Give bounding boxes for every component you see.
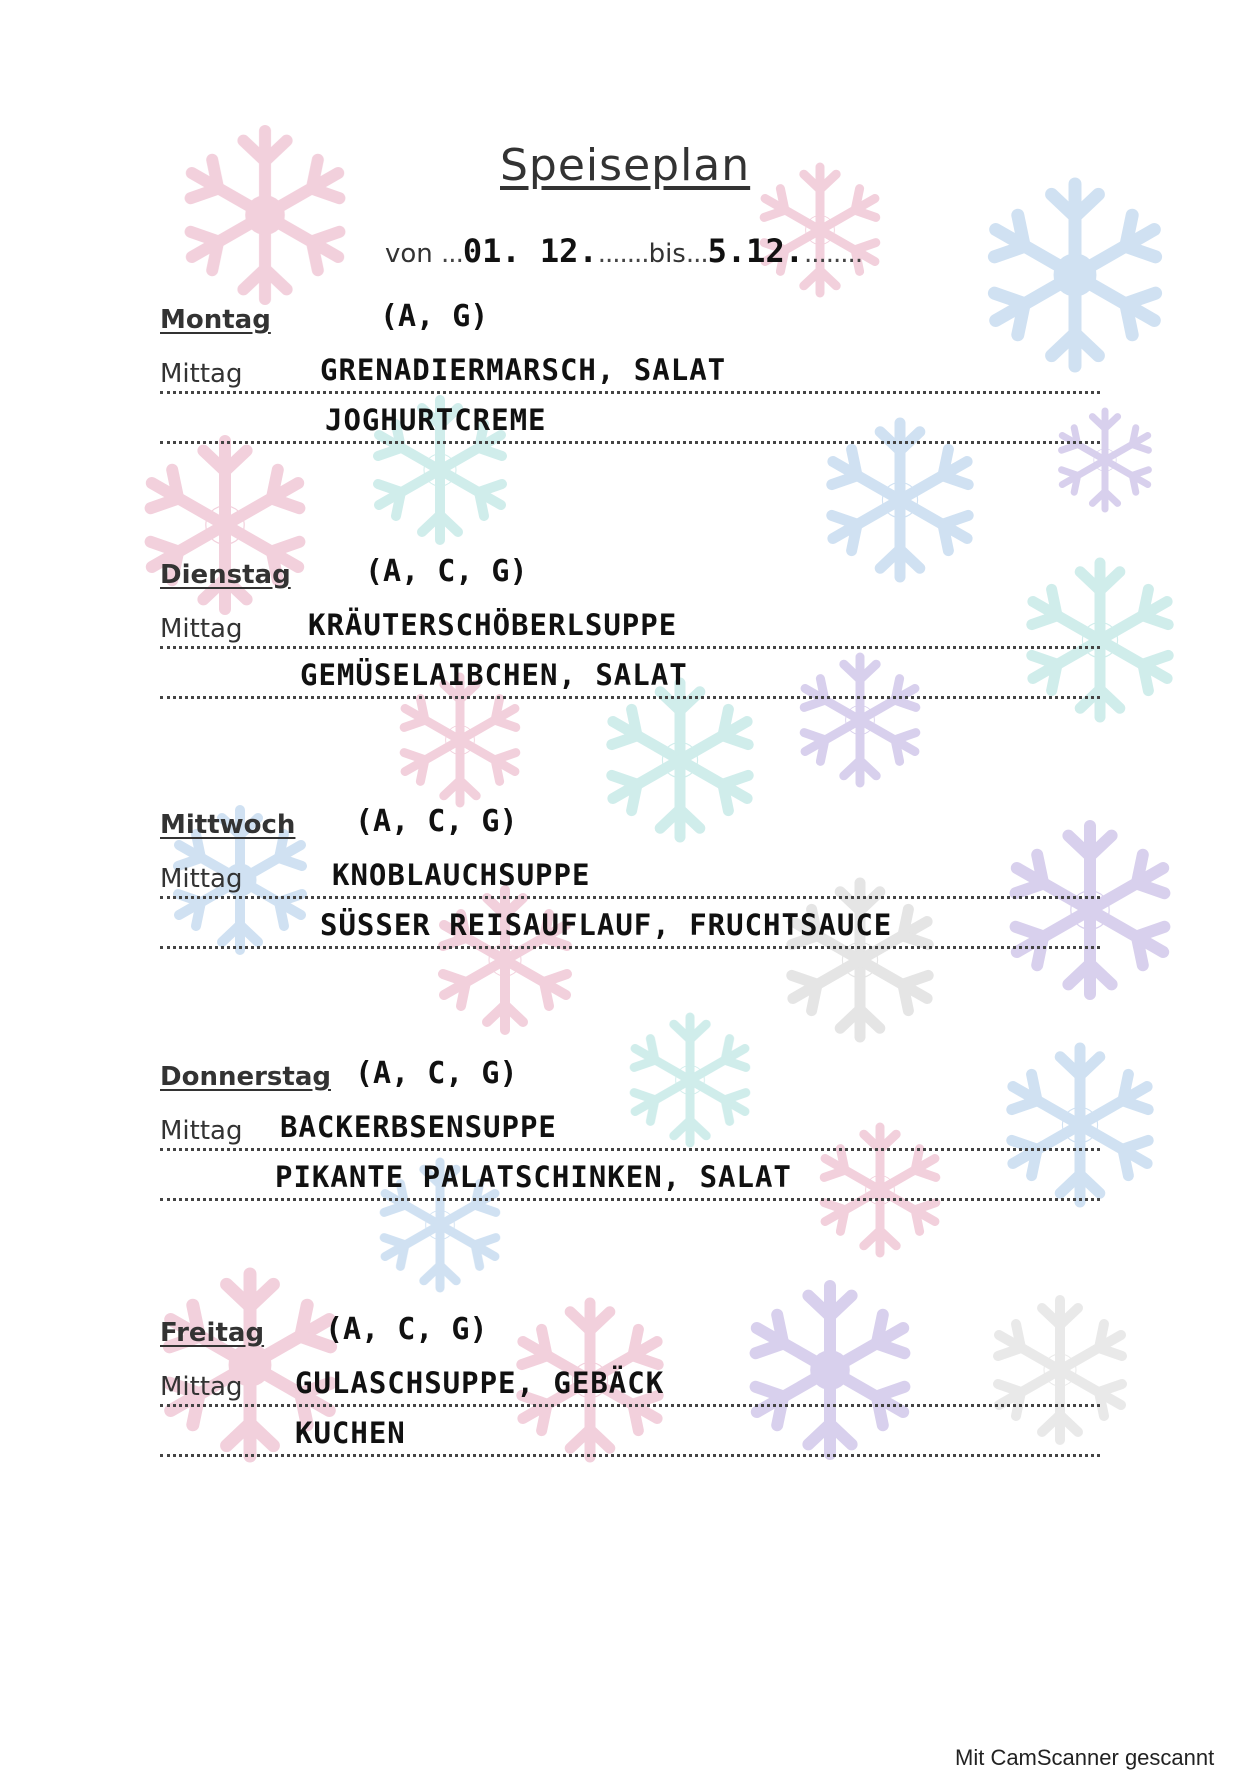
meal-label: Mittag bbox=[160, 1116, 243, 1146]
meal-line-2 bbox=[160, 1154, 1100, 1201]
meal-line-2 bbox=[160, 652, 1100, 699]
allergen-codes: (A, C, G) bbox=[365, 554, 528, 589]
meal-line-1 bbox=[160, 347, 1100, 394]
allergen-codes: (A, C, G) bbox=[355, 1056, 518, 1091]
dot-leader: ........ bbox=[803, 239, 863, 269]
day-name: Dienstag bbox=[160, 560, 291, 590]
page-title: Speiseplan bbox=[500, 140, 751, 191]
allergen-codes: (A, C, G) bbox=[355, 804, 518, 839]
to-date: 5.12. bbox=[707, 232, 804, 270]
day-name: Freitag bbox=[160, 1318, 265, 1348]
day-name: Montag bbox=[160, 305, 271, 335]
dish-text: KUCHEN bbox=[295, 1416, 406, 1450]
meal-line-1 bbox=[160, 1104, 1100, 1151]
meal-line-1 bbox=[160, 602, 1100, 649]
meal-line-1 bbox=[160, 852, 1100, 899]
day-name: Mittwoch bbox=[160, 810, 296, 840]
dot-leader: ... bbox=[441, 239, 463, 269]
allergen-codes: (A, G) bbox=[380, 299, 489, 334]
scanner-watermark: Mit CamScanner gescannt bbox=[955, 1745, 1215, 1770]
meal-line-2 bbox=[160, 902, 1100, 949]
dish-text: GRENADIERMARSCH, SALAT bbox=[320, 353, 727, 387]
to-label: bis bbox=[648, 239, 686, 269]
dish-text: GEMÜSELAIBCHEN, SALAT bbox=[300, 658, 688, 692]
snowflake bbox=[832, 423, 968, 577]
from-date: 01. 12. bbox=[462, 232, 598, 270]
meal-line-2 bbox=[160, 397, 1100, 444]
snowflake bbox=[994, 184, 1155, 366]
dish-text: SÜSSER REISAUFLAUF, FRUCHTSAUCE bbox=[320, 908, 893, 942]
dish-text: JOGHURTCREME bbox=[325, 403, 547, 437]
dish-text: GULASCHSUPPE, GEBÄCK bbox=[295, 1366, 665, 1400]
meal-label: Mittag bbox=[160, 864, 243, 894]
dish-text: PIKANTE PALATSCHINKEN, SALAT bbox=[275, 1160, 792, 1194]
meal-line-1 bbox=[160, 1360, 1100, 1407]
allergen-codes: (A, C, G) bbox=[325, 1312, 488, 1347]
snowflake bbox=[612, 683, 748, 837]
dish-text: KRÄUTERSCHÖBERLSUPPE bbox=[308, 608, 678, 642]
dot-leader: ....... bbox=[597, 239, 649, 269]
meal-label: Mittag bbox=[160, 614, 243, 644]
dish-text: BACKERBSENSUPPE bbox=[280, 1110, 557, 1144]
snowflake bbox=[764, 167, 876, 293]
dish-text: KNOBLAUCHSUPPE bbox=[332, 858, 591, 892]
dot-leader: ... bbox=[685, 239, 708, 269]
snowflake bbox=[191, 131, 340, 299]
meal-label: Mittag bbox=[160, 1372, 243, 1402]
date-range bbox=[385, 232, 885, 270]
meal-label: Mittag bbox=[160, 359, 243, 389]
from-label: von bbox=[385, 239, 433, 269]
meal-line-2 bbox=[160, 1410, 1100, 1457]
day-name: Donnerstag bbox=[160, 1062, 331, 1092]
